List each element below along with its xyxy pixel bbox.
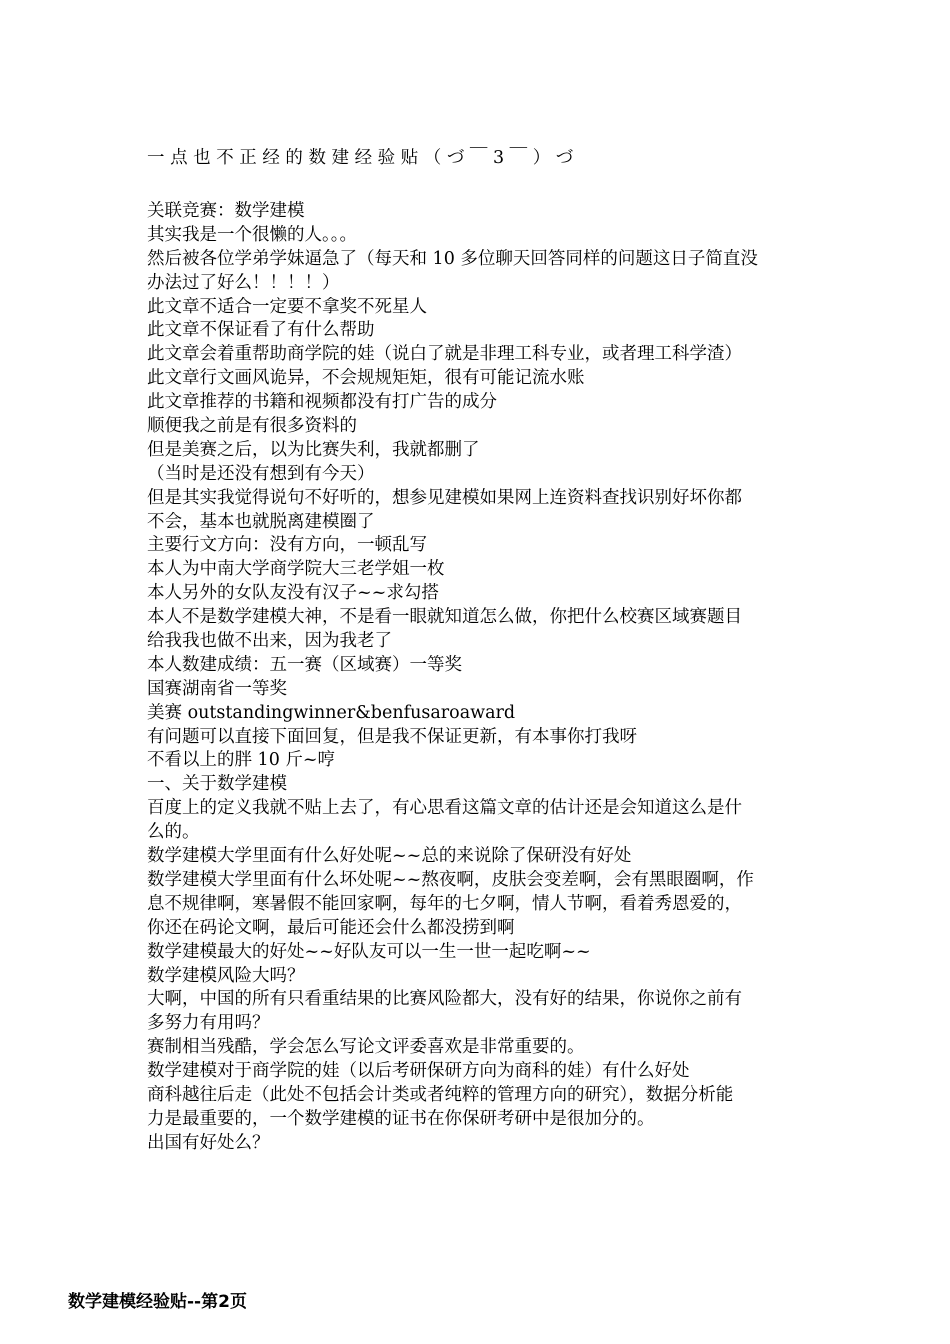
- text-line: 数学建模大学里面有什么好处呢~~总的来说除了保研没有好处: [147, 846, 632, 867]
- text-line: 有问题可以直接下面回复，但是我不保证更新，有本事你打我呀: [147, 726, 637, 747]
- text-line: 大啊，中国的所有只看重结果的比赛风险都大，没有好的结果，你说你之前有: [147, 989, 742, 1010]
- text-line: 然后被各位学弟学妹逼急了（每天和 10 多位聊天回答同样的问题这日子简直没: [147, 248, 758, 269]
- text-line: 息不规律啊，寒暑假不能回家啊，每年的七夕啊，情人节啊，看着秀恩爱的，: [147, 893, 742, 914]
- text-line: 赛制相当残酷，学会怎么写论文评委喜欢是非常重要的。: [147, 1037, 585, 1058]
- text-line: 不会，基本也就脱离建模圈了: [147, 511, 375, 532]
- text-line: （当时是还没有想到有今天）: [147, 463, 375, 484]
- text-line: 关联竞赛：数学建模: [147, 201, 305, 221]
- text-line: 力是最重要的，一个数学建模的证书在你保研考研中是很加分的。: [147, 1108, 655, 1129]
- text-line: 办法过了好么！！！！）: [147, 272, 340, 293]
- text-line: 此文章不适合一定要不拿奖不死星人: [147, 296, 427, 317]
- text-line: 本人为中南大学商学院大三老学姐一枚: [147, 559, 445, 580]
- text-line: 顺便我之前是有很多资料的: [147, 416, 357, 437]
- text-line: 此文章行文画风诡异，不会规规矩矩，很有可能记流水账: [147, 368, 585, 389]
- text-line: 么的。: [147, 822, 200, 843]
- text-line: 国赛湖南省一等奖: [147, 678, 287, 699]
- text-line: 本人不是数学建模大神，不是看一眼就知道怎么做，你把什么校赛区域赛题目: [147, 607, 742, 628]
- text-line: 数学建模大学里面有什么坏处呢~~熬夜啊，皮肤会变差啊，会有黑眼圈啊，作: [147, 869, 754, 890]
- text-line: 百度上的定义我就不贴上去了，有心思看这篇文章的估计还是会知道这么是什: [147, 798, 742, 819]
- text-line: 美赛 outstandingwinner&benfusaroaward: [147, 702, 516, 723]
- text-line: 主要行文方向：没有方向，一顿乱写: [147, 535, 427, 556]
- text-line: 其实我是一个很懒的人。。。: [147, 224, 357, 245]
- text-line: 但是美赛之后，以为比赛失利，我就都删了: [147, 439, 480, 460]
- text-line: 一、关于数学建模: [147, 774, 287, 795]
- text-line: 数学建模风险大吗？: [147, 965, 305, 986]
- text-line: 数学建模最大的好处~~好队友可以一生一世一起吃啊~~: [147, 941, 591, 962]
- text-line: 此文章推荐的书籍和视频都没有打广告的成分: [147, 392, 497, 413]
- text-line: 此文章不保证看了有什么帮助: [147, 320, 375, 341]
- text-line: 本人数建成绩：五一赛（区域赛）一等奖: [147, 654, 462, 675]
- document-body: [147, 200, 812, 1156]
- text-line: 多努力有用吗？: [147, 1013, 270, 1034]
- text-line: 本人另外的女队友没有汉子~~求勾搭: [147, 583, 439, 604]
- text-line: 商科越往后走（此处不包括会计类或者纯粹的管理方向的研究），数据分析能: [147, 1084, 734, 1105]
- text-line: 出国有好处么？: [147, 1132, 270, 1153]
- text-line: 给我我也做不出来，因为我老了: [147, 631, 392, 652]
- text-line: 此文章会着重帮助商学院的娃（说白了就是非理工科专业，或者理工科学渣）: [147, 344, 742, 365]
- document-title: 一 点 也 不 正 经 的 数 建 经 验 贴 （ づ ￣ 3 ￣ ） づ: [147, 148, 574, 168]
- text-line: 不看以上的胖 10 斤~哼: [147, 750, 336, 771]
- text-line: 但是其实我觉得说句不好听的，想参见建模如果网上连资料查找识别好坏你都: [147, 487, 742, 508]
- page-footer: 数学建模经验贴--第2页: [68, 1292, 247, 1312]
- text-line: 数学建模对于商学院的娃（以后考研保研方向为商科的娃）有什么好处: [147, 1061, 690, 1082]
- text-line: 你还在码论文啊，最后可能还会什么都没捞到啊: [147, 917, 515, 938]
